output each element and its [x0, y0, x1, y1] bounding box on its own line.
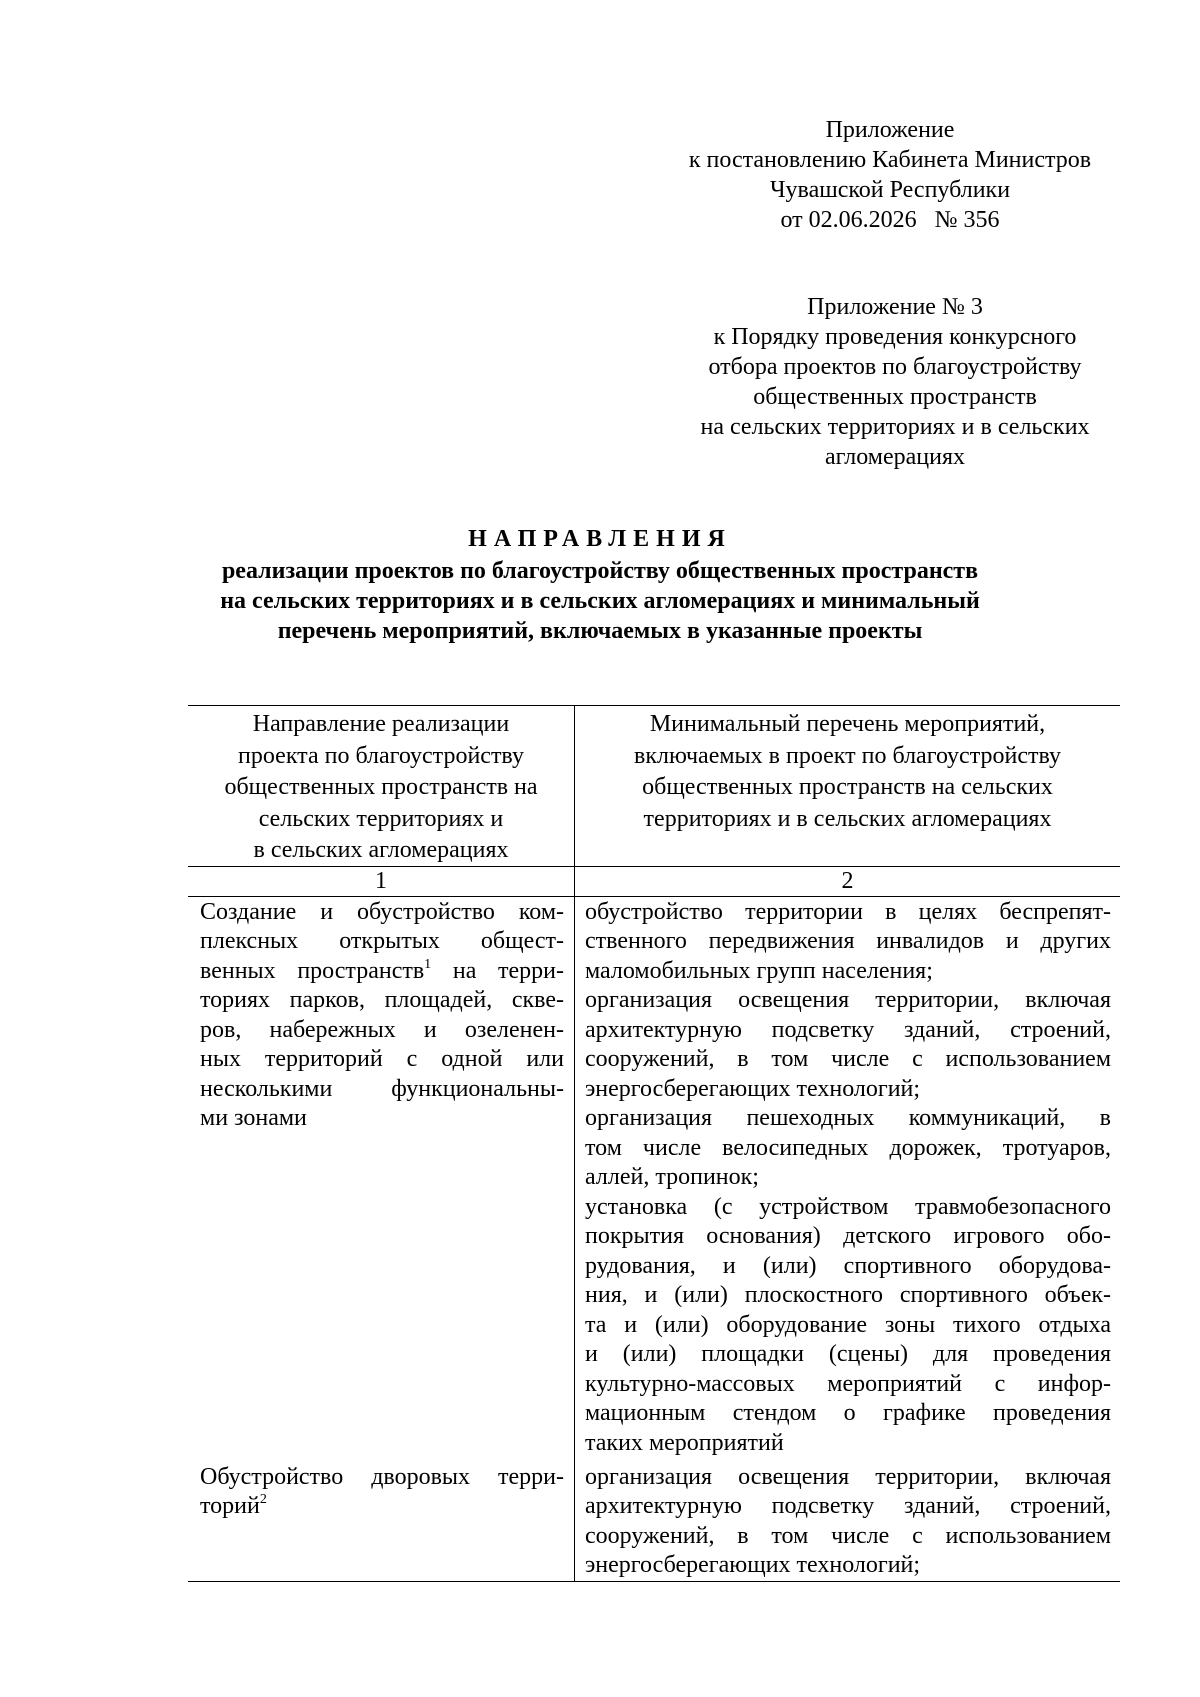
cell-line: энергосберегающих технологий; — [585, 1552, 921, 1578]
column-number: 1 — [188, 866, 575, 896]
cell-line-with-footnote — [200, 957, 564, 987]
table-row — [188, 896, 1120, 1462]
header-cell-direction — [188, 706, 575, 867]
table-header-row — [188, 706, 1120, 867]
header-line: территориях и в сельских агломерациях — [643, 805, 1052, 832]
cell-line: обустройство территории в целях беспрепят- — [585, 898, 1111, 925]
header-line: включаемых в проект по благоустройству — [634, 742, 1061, 769]
cell-line: том числе велосипедных дорожек, тротуаров, — [585, 1134, 1111, 1161]
cell-text: торий — [200, 1493, 260, 1519]
cell-line: организация пешеходных коммуникаций, в — [585, 1105, 1111, 1131]
cell-line: мационным стендом о графике проведения — [585, 1400, 1111, 1426]
measures-cell — [575, 896, 1121, 1462]
appendix-reference-procedure — [670, 292, 1120, 472]
direction-cell — [188, 896, 575, 1462]
direction-cell — [188, 1462, 575, 1582]
appendix-line: отбора проектов по благоустройству — [708, 354, 1082, 380]
column-number: 2 — [575, 866, 1121, 896]
header-line: общественных пространств на — [224, 774, 538, 800]
header-line: сельских территориях и — [258, 805, 504, 832]
cell-line: плексных открытых общест- — [200, 928, 564, 954]
cell-line: таких мероприятий — [585, 1429, 784, 1456]
cell-line: энергосберегающих технологий; — [585, 1075, 921, 1102]
cell-line: Создание и обустройство ком- — [200, 898, 564, 925]
appendix-line: к постановлению Кабинета Министров — [688, 147, 1092, 173]
title-heading: НАПРАВЛЕНИЯ — [468, 526, 732, 552]
cell-line: несколькими функциональны- — [200, 1075, 564, 1102]
cell-line: и (или) площадки (сцены) для проведения — [585, 1341, 1111, 1367]
cell-line: рудования, и (или) спортивного оборудова- — [585, 1252, 1111, 1279]
document-title — [160, 524, 1040, 646]
appendix-line: к Порядку проведения конкурсного — [713, 324, 1077, 350]
header-cell-measures — [575, 706, 1121, 867]
cell-line: культурно-массовых мероприятий с инфор- — [585, 1370, 1111, 1397]
footnote-marker: 1 — [424, 956, 432, 972]
cell-line: организация освещения территории, включая — [585, 987, 1111, 1013]
cell-line: архитектурную подсветку зданий, строений, — [585, 1016, 1111, 1043]
appendix-line: Приложение № 3 — [807, 294, 983, 320]
header-line: Направление реализации — [252, 711, 510, 737]
table-number-row — [188, 866, 1120, 896]
cell-line: установка (с устройством травмобезопасного — [585, 1193, 1111, 1220]
appendix-line: общественных пространств — [753, 384, 1037, 410]
measures-cell — [575, 1462, 1121, 1582]
appendix-line: от 02.06.2026 № 356 — [780, 207, 1000, 233]
appendix-line: на сельских территориях и в сельских — [700, 414, 1090, 440]
cell-line: сооружений, в том числе с использованием — [585, 1046, 1111, 1072]
cell-line: сооружений, в том числе с использованием — [585, 1522, 1111, 1549]
cell-line: ственного передвижения инвалидов и других — [585, 928, 1111, 954]
cell-line: покрытия основания) детского игрового обо- — [585, 1223, 1111, 1249]
footnote-marker: 2 — [259, 1492, 267, 1507]
cell-line: ров, набережных и озеленен- — [200, 1016, 564, 1043]
appendix-reference-resolution — [660, 115, 1120, 235]
cell-line: Обустройство дворовых терри- — [200, 1463, 564, 1490]
header-line: проекта по благоустройству — [238, 742, 524, 769]
cell-line: маломобильных групп населения; — [585, 957, 933, 984]
appendix-line: Чувашской Республики — [769, 177, 1011, 203]
title-line: перечень мероприятий, включаемых в указанные проекты — [277, 618, 923, 644]
cell-line: ных территорий с одной или — [200, 1046, 564, 1072]
header-line: Минимальный перечень мероприятий, — [649, 711, 1046, 737]
title-line: реализации проектов по благоустройству общественных пространств — [221, 558, 979, 584]
appendix-line: Приложение — [825, 117, 955, 143]
cell-line: та и (или) оборудование зоны тихого отдыха — [585, 1311, 1111, 1338]
cell-text: венных пространств — [200, 957, 425, 984]
title-line: на сельских территориях и в сельских агломерациях и минимальный — [220, 588, 980, 614]
directions-table — [188, 705, 1120, 1582]
cell-line: архитектурную подсветку зданий, строений, — [585, 1493, 1111, 1519]
cell-line: ториях парков, площадей, скве- — [200, 987, 564, 1013]
cell-line-with-footnote — [200, 1492, 564, 1522]
cell-line: ми зонами — [200, 1105, 307, 1131]
cell-text: на терри- — [431, 957, 564, 984]
header-line: в сельских агломерациях — [253, 837, 509, 863]
header-line: общественных пространств на сельских — [642, 774, 1053, 800]
appendix-line: агломерациях — [824, 444, 965, 470]
table-row — [188, 1462, 1120, 1582]
cell-line: аллей, тропинок; — [585, 1164, 759, 1190]
cell-line: ния, и (или) плоскостного спортивного объек- — [585, 1282, 1111, 1308]
cell-line: организация освещения территории, включая — [585, 1463, 1111, 1490]
